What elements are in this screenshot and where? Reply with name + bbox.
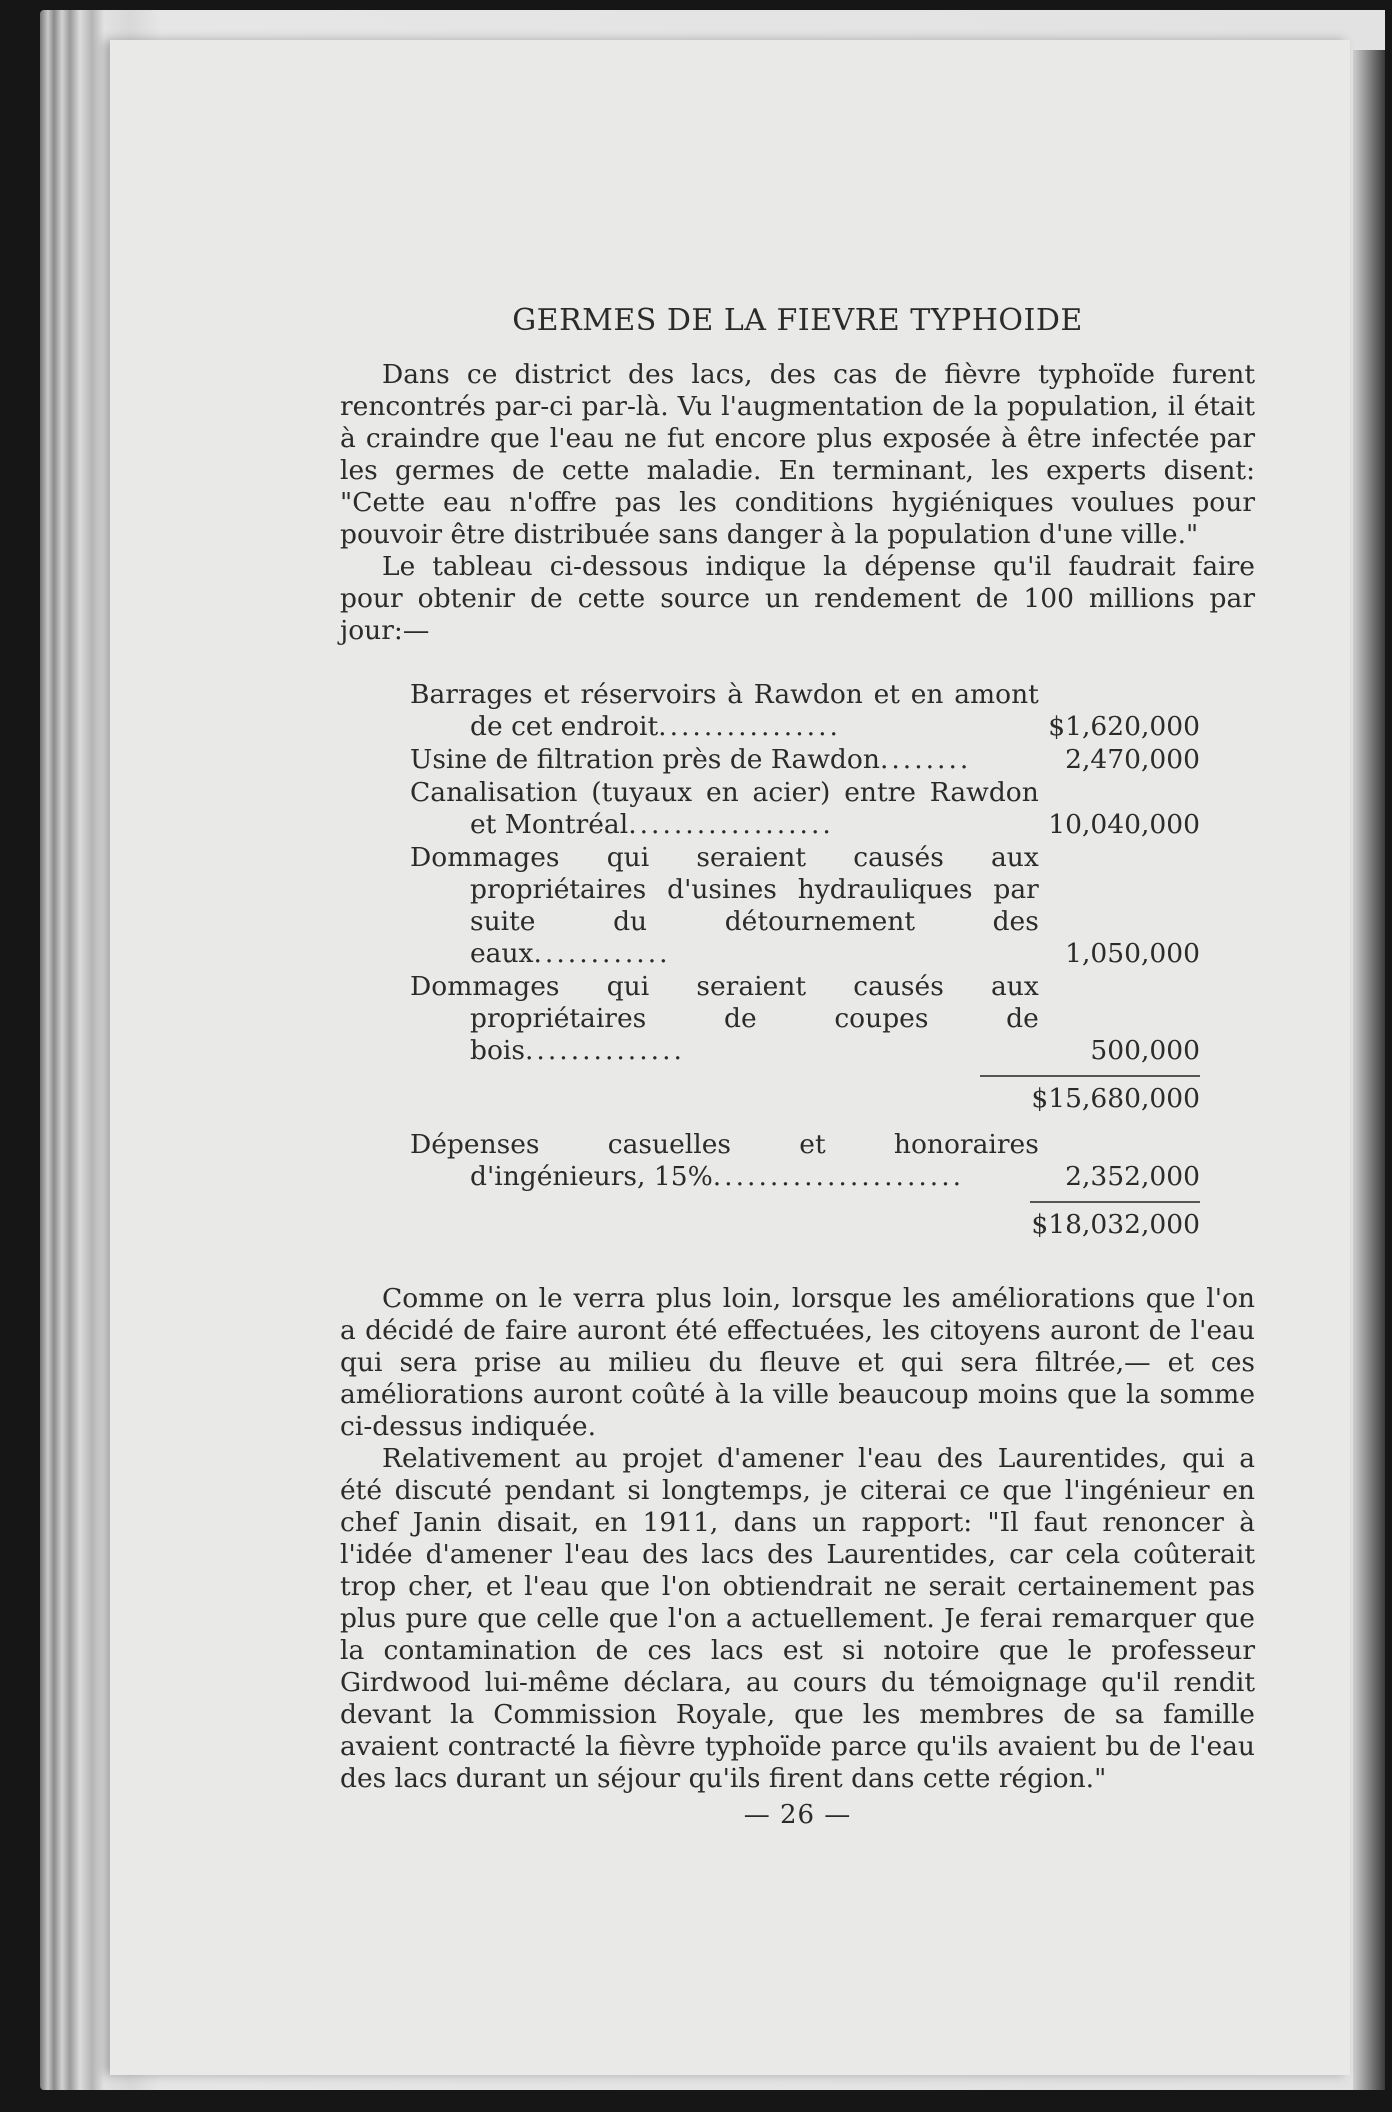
cost-label: Canalisation (tuyaux en acier) entre Rawdon et Montréal [410, 777, 1039, 840]
paragraph: Relativement au projet d'amener l'eau des Laurentides, qui a été discuté pendant si longtemps, je citerai ce que l'ingénieur en chef Janin disait, en 1911, dans un rapport: "Il faut renoncer à l'idée d'amener l'eau des lacs des Laurentides, car cela coûterait trop cher, et l'eau que l'on obtiendrait ne serait certainement pas plus pure que celle que l'on a actuellement. Je ferai remarquer que la contamination de ces lacs est si notoire que le professeur Girdwood lui-même déclara, au cours du témoignage qu'il rendit devant la Commission Royale, que les membres de sa famille avaient contracté la fièvre typhoïde parce qu'ils avaient bu de l'eau des lacs durant un séjour qu'ils firent dans cette région." [340, 1443, 1255, 1794]
cost-label: Dommages qui seraient causés aux propriétaires d'usines hydrauliques par suite du détournement des eaux [410, 842, 1039, 969]
cost-amount: 2,352,000 [1065, 1161, 1200, 1192]
page-heading: GERMES DE LA FIEVRE TYPHOIDE [512, 303, 1083, 338]
dot-leader: ............ [533, 938, 671, 969]
dot-leader: ...................... [712, 1161, 965, 1192]
cost-row [410, 679, 1200, 743]
subtotal-rule [980, 1075, 1200, 1077]
page-edge [1353, 50, 1385, 2090]
cost-label: Usine de filtration près de Rawdon [410, 744, 880, 775]
dot-leader: ........ [879, 744, 972, 775]
page-content [340, 305, 1255, 1831]
cost-row [410, 971, 1200, 1067]
paragraph: Comme on le verra plus loin, lorsque les améliorations que l'on a décidé de faire auront été effectuées, les citoyens auront de l'eau qui sera prise au milieu du fleuve et qui sera filtrée,— et ces améliorations auront coûté à la ville beaucoup moins que la somme ci-dessus indiquée. [340, 1283, 1255, 1442]
cost-row [410, 1129, 1200, 1193]
subtotal-amount: $15,680,000 [1031, 1083, 1200, 1114]
page-number: — 26 — [743, 1800, 852, 1830]
dot-leader: .............. [525, 1035, 685, 1066]
cost-row [410, 777, 1200, 841]
cost-label: Barrages et réservoirs à Rawdon et en amont de cet endroit [410, 679, 1039, 742]
cost-row [410, 744, 1200, 776]
cost-label: Dommages qui seraient causés aux propriétaires de coupes de bois [410, 971, 1039, 1066]
dot-leader: ................ [658, 711, 841, 742]
cost-row [410, 842, 1200, 970]
total-amount: $18,032,000 [1031, 1209, 1200, 1240]
total-rule [1030, 1201, 1200, 1203]
cost-label: Dépenses casuelles et honoraires d'ingénieurs, 15% [410, 1129, 1039, 1192]
cost-amount: 10,040,000 [1048, 809, 1200, 840]
cost-amount: 1,050,000 [1065, 938, 1200, 969]
cost-amount: 500,000 [1090, 1035, 1200, 1066]
cost-table [410, 679, 1200, 1241]
paragraph: Le tableau ci-dessous indique la dépense qu'il faudrait faire pour obtenir de cette source un rendement de 100 millions par jour:— [340, 551, 1255, 646]
cost-amount: 2,470,000 [1065, 744, 1200, 775]
dot-leader: .................. [628, 809, 834, 840]
paragraph: Dans ce district des lacs, des cas de fièvre typhoïde furent rencontrés par-ci par-là. Vu l'augmentation de la population, il était à craindre que l'eau ne fut encore plus exposée à être infectée par les germes de cette maladie. En terminant, les experts disent: "Cette eau n'offre pas les conditions hygiéniques voulues pour pouvoir être distribuée sans danger à la population d'une ville." [340, 359, 1255, 550]
cost-amount: $1,620,000 [1048, 711, 1200, 742]
